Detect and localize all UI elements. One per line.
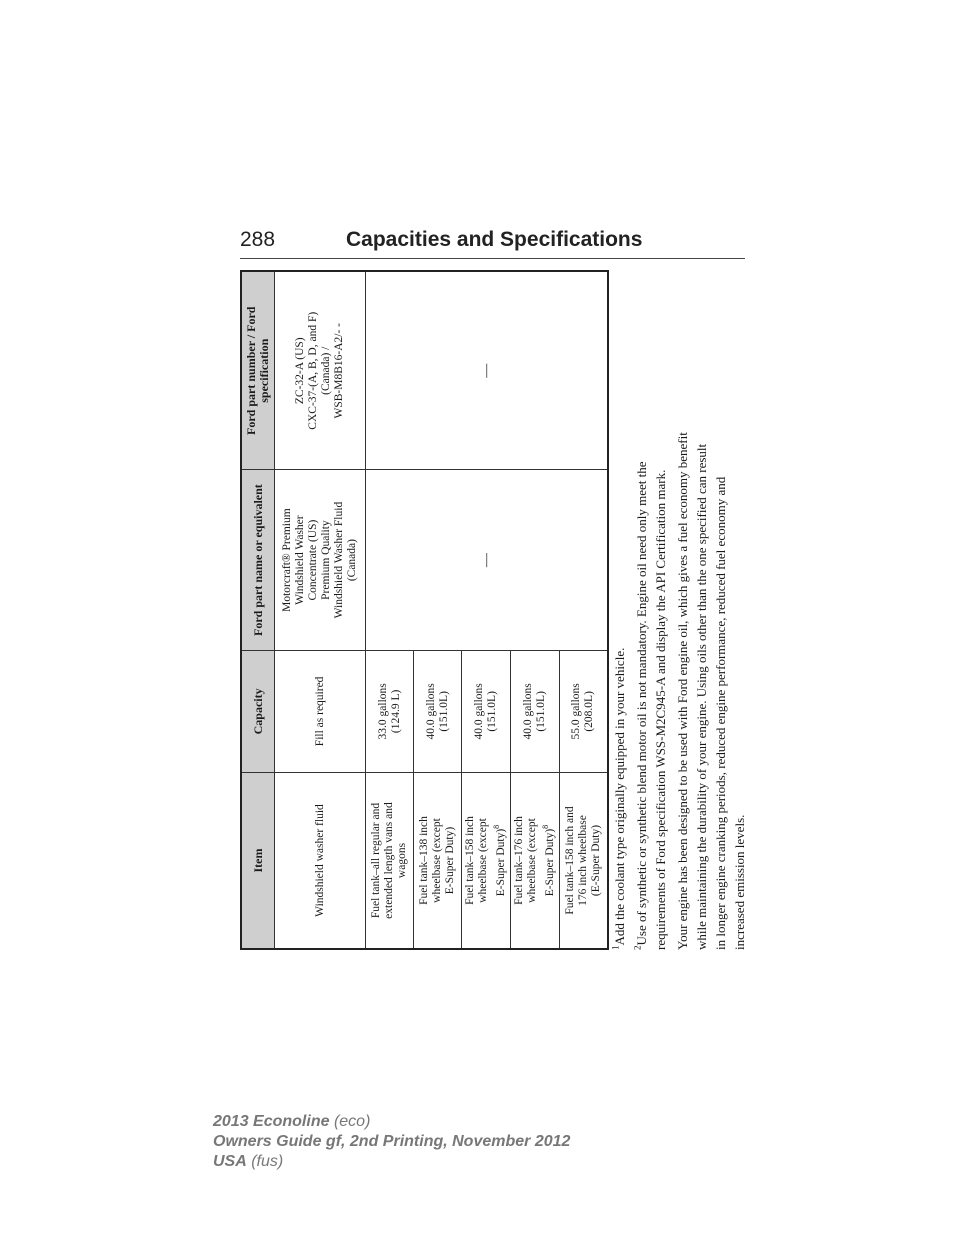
item-line: Fuel tank–all regular and [370, 802, 382, 919]
oil-paragraph [673, 270, 749, 950]
section-title: Capacities and Specifications [346, 228, 643, 251]
item-line: Fuel tank–138 inch [418, 816, 430, 905]
washer-capacity: Fill as required [275, 650, 366, 772]
col-header-item: Item [241, 773, 275, 949]
spec-line: ZC-32-A (US) [294, 337, 306, 405]
capacity-line: 40.0 gallons [521, 683, 534, 740]
col-header-part-number: Ford part number / Ford specification [241, 271, 275, 470]
fuel-part-name-dash: — [366, 470, 608, 650]
rotated-content [240, 270, 745, 950]
item-line: wheelbase (except [431, 818, 443, 903]
fuel-capacity [510, 650, 559, 772]
capacities-table [240, 270, 609, 950]
footnotes [610, 270, 752, 950]
capacity-line: 40.0 gallons [472, 683, 485, 740]
header-rule [240, 258, 745, 259]
item-line: 176 inch wheelbase [576, 815, 589, 906]
part-name-line: Windshield Washer Fluid [333, 501, 345, 619]
paragraph-line: Your engine has been designed to be used with Ford engine oil, which gives a fuel economy benefit [675, 432, 690, 950]
capacity-line: (124.9 L) [389, 689, 402, 734]
fuel-capacity [462, 650, 511, 772]
footnote-text: Use of synthetic or synthetic blend motor oil is not mandatory. Engine oil need only meet the [634, 461, 649, 946]
col-header-part-name: Ford part name or equivalent [241, 470, 275, 650]
capacity-line: (208.0L) [583, 691, 596, 732]
fuel-item [559, 773, 608, 949]
washer-spec [275, 271, 366, 470]
table-header-row [241, 271, 275, 949]
fuel-capacity [414, 650, 462, 772]
footer-line-3 [213, 1152, 570, 1172]
footnote-text: Add the coolant type originally equipped in your vehicle. [612, 647, 627, 946]
washer-item: Windshield washer fluid [275, 773, 366, 949]
fuel-item [414, 773, 462, 949]
item-line: E-Super Duty)$^8$ [492, 824, 507, 897]
fuel-item [510, 773, 559, 949]
page-number: 288 [240, 228, 276, 251]
footnote-text: requirements of Ford specification WSS-M2C945-A and display the API Certification mark. [653, 469, 668, 950]
item-line: extended length vans and [383, 802, 395, 919]
capacity-line: 40.0 gallons [424, 683, 437, 740]
footnote-1 [610, 270, 629, 950]
spec-line: WSB-M8B16-A2/- - [333, 322, 345, 419]
item-line: wheelbase (except [525, 818, 538, 903]
capacity-line: (151.0L) [485, 691, 498, 732]
paragraph-line: increased emission levels. [732, 814, 747, 950]
item-line: wheelbase (except [477, 818, 489, 903]
capacity-line: 55.0 gallons [570, 683, 583, 740]
table-row [366, 271, 414, 949]
spec-line: (Canada) / [320, 346, 332, 395]
footer-line-2: Owners Guide gf, 2nd Printing, November 2012 [213, 1133, 571, 1150]
fuel-item [462, 773, 511, 949]
capacity-line: 33.0 gallons [376, 683, 389, 740]
footer-model-code: (eco) [329, 1113, 371, 1130]
paragraph-line: while maintaining the durability of your engine. Using oils other than the one specified can result [694, 443, 709, 950]
page-footer [213, 1112, 570, 1172]
footer-model: 2013 Econoline [213, 1113, 330, 1130]
footnote-2 [632, 270, 670, 950]
capacity-line: (151.0L) [437, 691, 450, 732]
fuel-part-number-dash: — [366, 271, 608, 470]
item-line: (E-Super Duty) [589, 824, 602, 897]
item-line: wagons [396, 842, 408, 879]
part-name-line: (Canada) [346, 539, 358, 582]
fuel-capacity [559, 650, 608, 772]
fuel-capacity [366, 650, 414, 772]
footnote-ref: 8 [540, 824, 550, 829]
item-line: Fuel tank–158 inch and [563, 806, 576, 915]
spec-line: CXC-37-(A, B, D, and F) [307, 311, 319, 430]
capacity-line: (151.0L) [534, 691, 547, 732]
footer-market-code: (fus) [246, 1153, 284, 1170]
paragraph-line: in longer engine cranking periods, reduced engine performance, reduced fuel economy and [713, 476, 728, 950]
table-row [275, 271, 366, 949]
item-line: E-Super Duty)$^8$ [540, 824, 556, 897]
item-line: E-Super Duty) [444, 826, 456, 895]
item-line: Fuel tank–158 inch [464, 816, 476, 905]
footer-market: USA [213, 1153, 247, 1170]
part-name-line: Premium Quality [320, 520, 332, 600]
footer-line-1 [213, 1112, 570, 1132]
item-line: Fuel tank–176 inch [512, 816, 525, 905]
part-name-line: Concentrate (US) [307, 519, 319, 601]
footnote-marker: 2 [632, 945, 643, 950]
fuel-item [366, 773, 414, 949]
footnote-ref: 8 [492, 824, 501, 829]
part-name-line: Windshield Washer [294, 515, 306, 605]
part-name-line: Motorcraft® Premium [281, 508, 293, 612]
washer-part-name [275, 470, 366, 650]
footnote-marker: 1 [610, 945, 621, 950]
col-header-capacity: Capacity [241, 650, 275, 772]
